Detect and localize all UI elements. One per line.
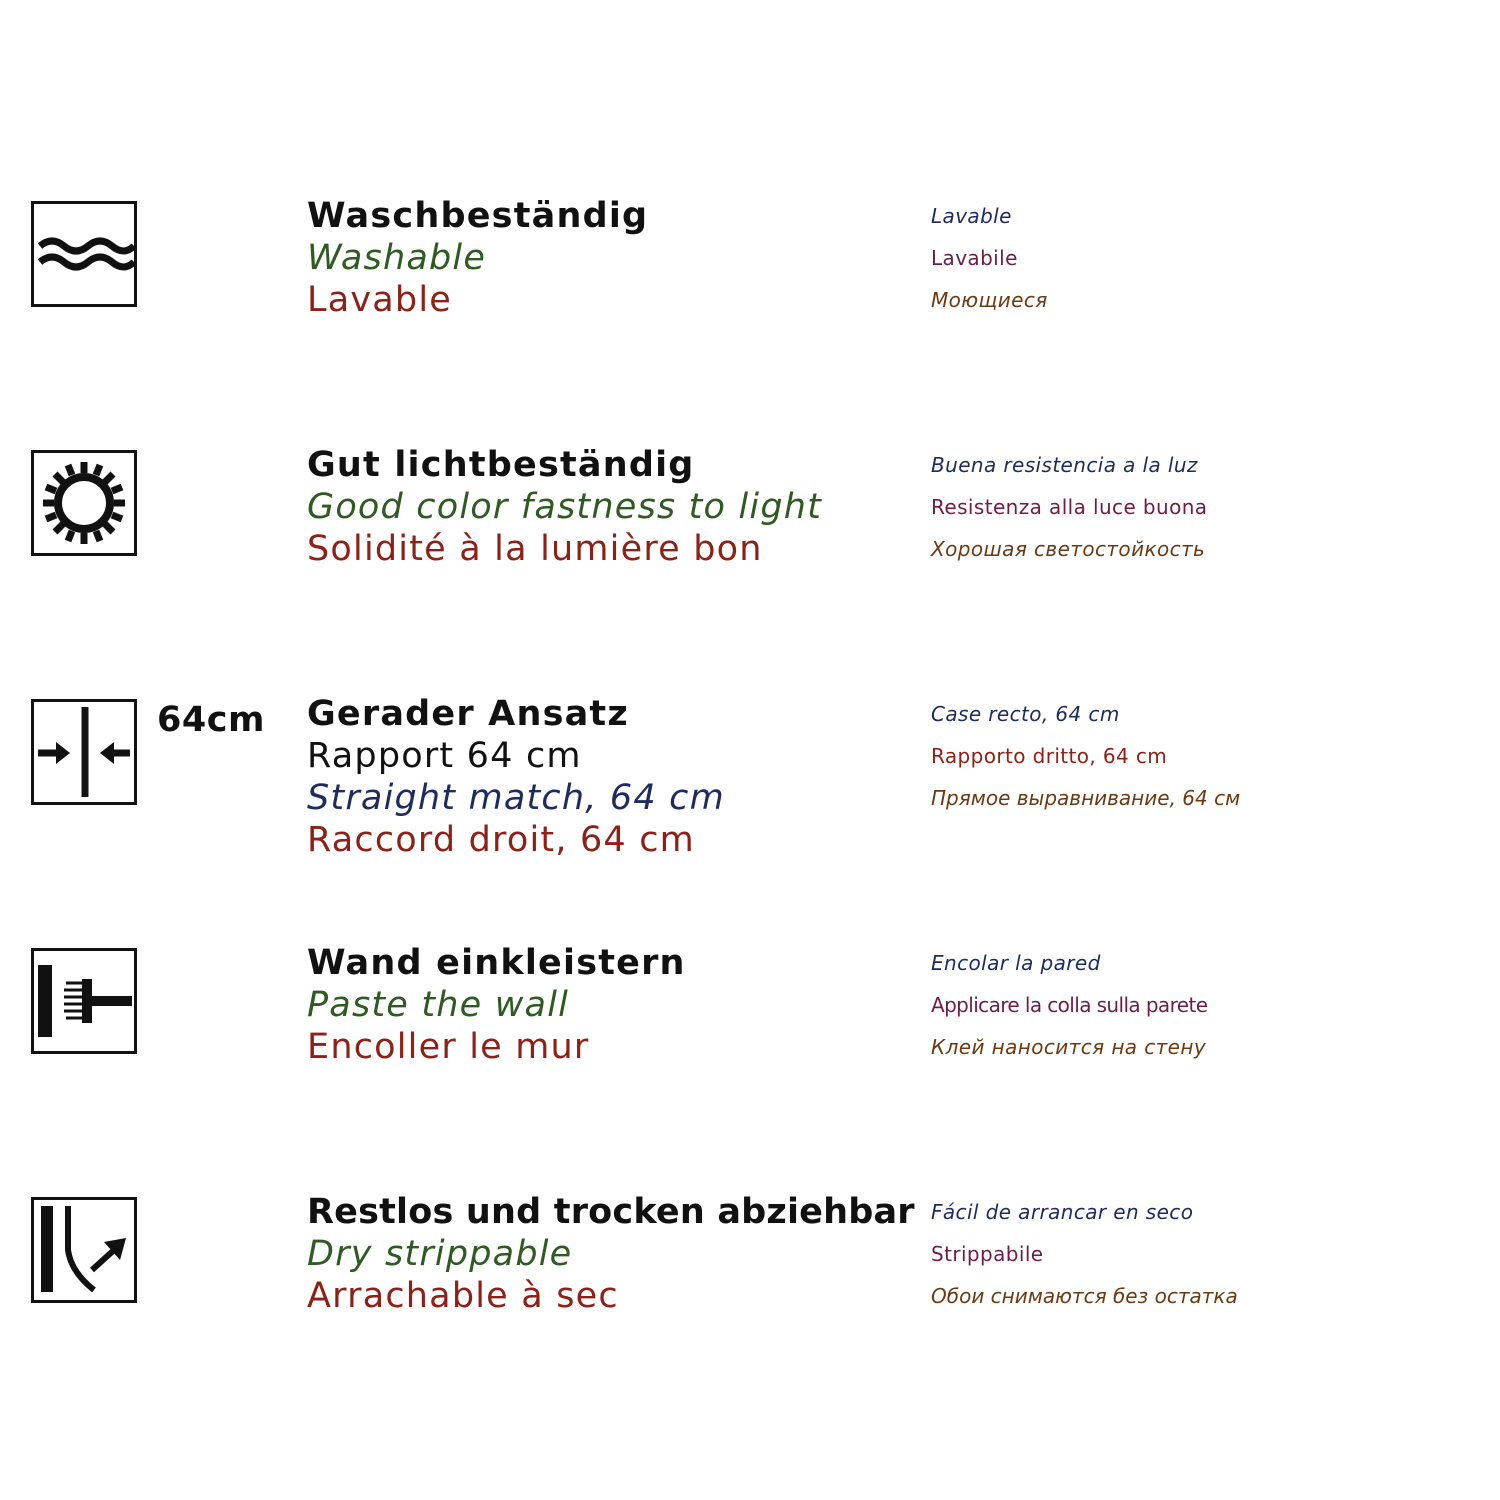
label-spanish: Lavable [931, 204, 1012, 228]
pattern-repeat-measure: 64cm [157, 700, 265, 740]
label-french: Encoller le mur [307, 1027, 590, 1067]
labels-primary [307, 444, 907, 570]
label-english: Straight match, 64 cm [307, 778, 725, 818]
label-italian: Strippabile [931, 1242, 1044, 1266]
label-french: Solidité à la lumière bon [307, 529, 763, 569]
labels-secondary [931, 1191, 1497, 1317]
label-french: Lavable [307, 280, 452, 320]
label-italian: Applicare la colla sulla parete [931, 993, 1208, 1017]
label-english: Dry strippable [307, 1234, 573, 1274]
straight-match-icon [31, 699, 137, 805]
label-russian: Обои снимаются без остатка [931, 1284, 1238, 1308]
sun-icon [31, 450, 137, 556]
labels-secondary [931, 693, 1497, 819]
label-russian: Клей наносится на стену [931, 1035, 1207, 1059]
label-english: Paste the wall [307, 985, 570, 1025]
label-italian: Resistenza alla luce buona [931, 495, 1208, 519]
label-german: Waschbeständig [307, 196, 649, 236]
label-russian: Хорошая светостойкость [931, 537, 1206, 561]
paste-the-wall-icon [31, 948, 137, 1054]
labels-primary [307, 195, 907, 321]
labels-secondary [931, 942, 1497, 1068]
washable-waves-icon [31, 201, 137, 307]
label-german: Gerader Ansatz [307, 694, 629, 734]
label-spanish: Encolar la pared [931, 951, 1101, 975]
label-italian: Rapporto dritto, 64 cm [931, 744, 1168, 768]
label-russian: Моющиеся [931, 288, 1048, 312]
labels-secondary [931, 444, 1497, 570]
labels-secondary [931, 195, 1497, 321]
label-italian: Lavabile [931, 246, 1018, 270]
label-german-rapport: Rapport 64 cm [307, 736, 582, 776]
label-german: Gut lichtbeständig [307, 445, 695, 485]
label-german: Wand einkleistern [307, 943, 686, 983]
labels-primary [307, 942, 907, 1068]
label-english: Good color fastness to light [307, 487, 823, 527]
label-spanish: Buena resistencia a la luz [931, 453, 1198, 477]
label-spanish: Case recto, 64 cm [931, 702, 1120, 726]
label-english: Washable [307, 238, 487, 278]
label-spanish: Fácil de arrancar en seco [931, 1200, 1194, 1224]
label-french: Raccord droit, 64 cm [307, 820, 695, 860]
label-french: Arrachable à sec [307, 1276, 619, 1316]
label-russian: Прямое выравнивание, 64 см [931, 786, 1241, 810]
dry-strippable-icon [31, 1197, 137, 1303]
label-german: Restlos und trocken abziehbar [307, 1192, 915, 1232]
labels-primary [307, 693, 907, 861]
labels-primary [307, 1191, 915, 1317]
